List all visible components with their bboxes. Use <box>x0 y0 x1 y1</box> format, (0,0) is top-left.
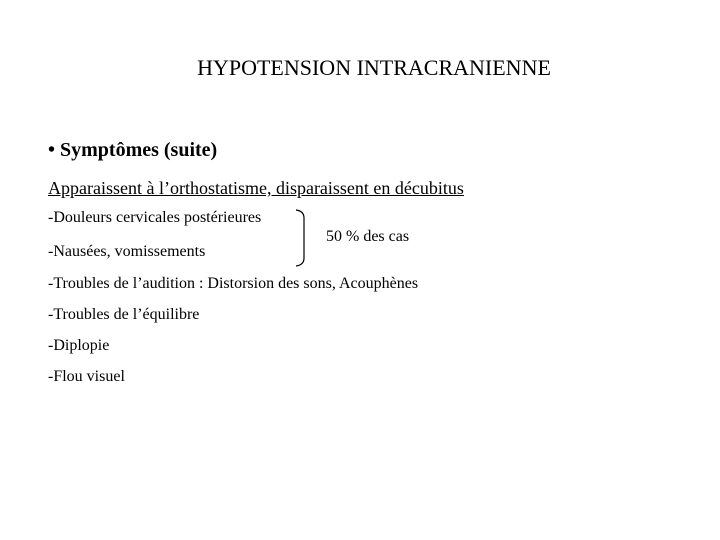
bracket-note: 50 % des cas <box>326 228 410 245</box>
symptom-item: -Nausées, vomissements <box>48 243 206 260</box>
symptom-item: -Douleurs cervicales postérieures <box>48 209 262 226</box>
symptom-item: -Flou visuel <box>48 368 125 385</box>
slide-title: HYPOTENSION INTRACRANIENNE <box>197 55 551 80</box>
symptom-item: -Troubles de l’équilibre <box>48 306 200 323</box>
symptom-item: -Diplopie <box>48 337 110 354</box>
section-heading: • Symptômes (suite) <box>48 139 218 161</box>
right-bracket-icon <box>294 208 314 268</box>
symptom-item: -Troubles de l’audition : Distorsion des sons, Acouphènes <box>48 275 419 292</box>
section-subtitle: Apparaissent à l’orthostatisme, disparaissent en décubitus <box>48 178 464 198</box>
